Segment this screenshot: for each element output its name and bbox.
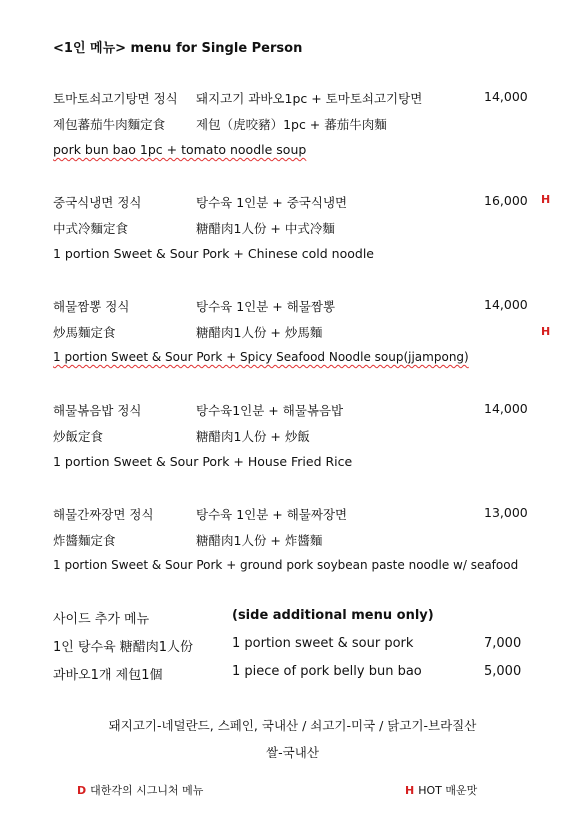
- set-1-zh-desc: 제包（虎咬豬）1pc + 蕃茄牛肉麵: [196, 117, 387, 132]
- set-3-zh-desc: 糖醋肉1人份 + 炒馬麵: [196, 325, 323, 340]
- signature-icon: D: [77, 784, 87, 797]
- side-heading-ko: 사이드 추가 메뉴: [53, 612, 150, 627]
- side-item-1-price: 7,000: [484, 636, 522, 651]
- menu-title: <1인 메뉴> menu for Single Person: [53, 41, 303, 56]
- set-4-price: 14,000: [484, 401, 528, 416]
- side-item-2-en: 1 piece of pork belly bun bao: [232, 664, 422, 679]
- set-4-en-desc: 1 portion Sweet & Sour Pork + House Fried Rice: [53, 454, 353, 469]
- set-4-zh-desc: 糖醋肉1人份 + 炒飯: [196, 429, 310, 444]
- side-item-2-price: 5,000: [484, 664, 522, 679]
- side-item-1-name: 1인 탕수육 糖醋肉1人份: [53, 640, 194, 655]
- legend-hot-label: HOT 매운맛: [418, 784, 478, 797]
- set-4-ko-name: 해물볶음밥 정식: [53, 403, 142, 418]
- set-5-zh-desc: 糖醋肉1人份 + 炸醬麵: [196, 533, 323, 548]
- hot-icon: H: [541, 325, 551, 338]
- side-heading-en: (side additional menu only): [232, 608, 434, 623]
- hot-icon: H: [541, 193, 551, 206]
- set-4-ko-desc: 탕수육1인분 + 해물볶음밥: [196, 403, 344, 418]
- set-3-price: 14,000: [484, 297, 528, 312]
- set-3-ko-name: 해물짬뽕 정식: [53, 299, 130, 314]
- side-item-1-en: 1 portion sweet & sour pork: [232, 636, 414, 651]
- set-2-zh-desc: 糖醋肉1人份 + 中式冷麵: [196, 221, 335, 236]
- set-4-zh-name: 炒飯定食: [53, 429, 104, 444]
- set-3-en-desc: 1 portion Sweet & Sour Pork + Spicy Seafood Noodle soup(jjampong): [53, 350, 469, 364]
- hot-legend-icon: H: [405, 784, 415, 797]
- legend-signature: [77, 782, 203, 798]
- set-2-ko-name: 중국식냉면 정식: [53, 195, 142, 210]
- set-3-zh-name: 炒馬麵定食: [53, 325, 116, 340]
- set-1-price: 14,000: [484, 89, 528, 104]
- set-1-ko-desc: 돼지고기 과바오1pc + 토마토쇠고기탕면: [196, 91, 423, 106]
- set-2-ko-desc: 탕수육 1인분 + 중국식냉면: [196, 195, 348, 210]
- set-1-en-desc: pork bun bao 1pc + tomato noodle soup: [53, 142, 307, 157]
- set-1-zh-name: 제包蕃茄牛肉麵定食: [53, 117, 166, 132]
- origin-line-1: 돼지고기-네덜란드, 스페인, 국내산 / 쇠고기-미국 / 닭고기-브라질산: [108, 718, 477, 733]
- set-5-zh-name: 炸醬麵定食: [53, 533, 116, 548]
- set-1-ko-name: 토마토쇠고기탕면 정식: [53, 91, 178, 106]
- set-5-ko-name: 해물간짜장면 정식: [53, 507, 154, 522]
- set-5-ko-desc: 탕수육 1인분 + 해물짜장면: [196, 507, 348, 522]
- origin-line-2: 쌀-국내산: [266, 745, 319, 760]
- legend-signature-label: 대한각의 시그니처 메뉴: [90, 784, 204, 797]
- set-2-en-desc: 1 portion Sweet & Sour Pork + Chinese cold noodle: [53, 246, 374, 261]
- set-2-zh-name: 中式冷麵定食: [53, 221, 129, 236]
- legend-hot: [405, 782, 477, 798]
- set-5-price: 13,000: [484, 505, 528, 520]
- set-3-ko-desc: 탕수육 1인분 + 해물짬뽕: [196, 299, 336, 314]
- set-5-en-desc: 1 portion Sweet & Sour Pork + ground pork soybean paste noodle w/ seafood: [53, 558, 519, 572]
- side-item-2-name: 과바오1개 제包1個: [53, 668, 163, 683]
- set-2-price: 16,000: [484, 193, 528, 208]
